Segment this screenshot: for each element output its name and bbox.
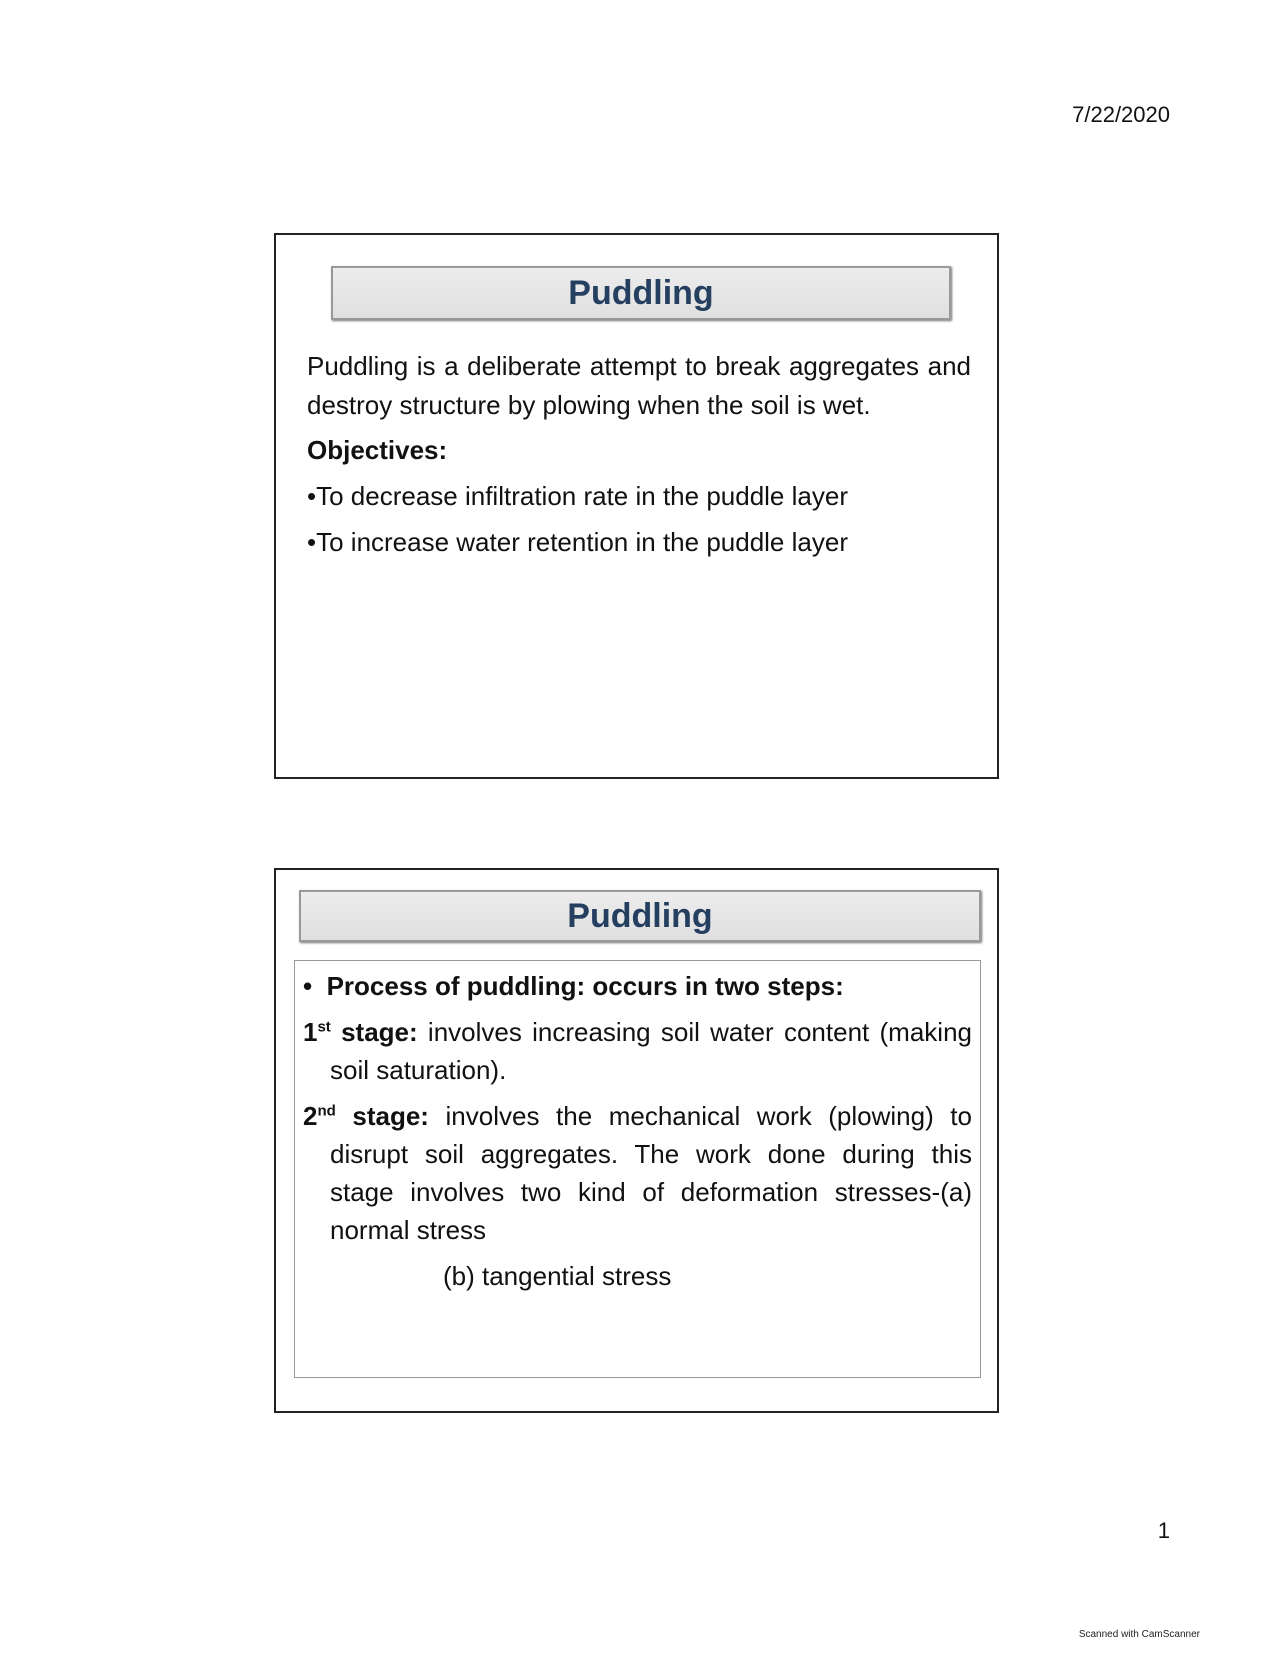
process-bullet: • Process of puddling: occurs in two steps:: [303, 971, 844, 1001]
objectives-heading: Objectives:: [307, 435, 448, 465]
stage-num: 2: [303, 1101, 318, 1131]
slide-title: Puddling: [299, 890, 981, 942]
slide-1: [274, 233, 999, 779]
slide-body: [307, 347, 971, 562]
stage-sup: nd: [317, 1102, 336, 1120]
stage-label: stage:: [330, 1017, 418, 1047]
slide-2: [274, 868, 999, 1413]
stage-text: involves the mechanical work (plowing) to disrupt soil aggregates. The work done during this stage involves two kind of deformation stresses-(a) normal stress: [330, 1101, 972, 1245]
definition: Puddling is a deliberate attempt to break aggregates and destroy structure by plowing when the soil is wet.: [307, 351, 971, 420]
stage-text: involves increasing soil water content (making soil saturation).: [330, 1017, 972, 1085]
slide-title: Puddling: [331, 266, 951, 320]
process-bullet-text: Process of puddling: occurs in two steps:: [326, 971, 844, 1001]
tangential-stress: (b) tangential stress: [443, 1261, 672, 1291]
stage-1: [303, 1013, 972, 1089]
scanner-watermark: Scanned with CamScanner: [1078, 1629, 1200, 1640]
stage-2: [303, 1097, 972, 1249]
date: 7/22/2020: [1072, 102, 1170, 127]
page-number: 1: [1157, 1518, 1170, 1543]
stage-sup: st: [317, 1018, 331, 1036]
slide-body: [294, 960, 981, 1378]
objective-item: •To increase water retention in the puddle layer: [307, 527, 848, 557]
stage-num: 1: [303, 1017, 318, 1047]
objective-item: •To decrease infiltration rate in the puddle layer: [307, 481, 848, 511]
stage-label: stage:: [335, 1101, 429, 1131]
